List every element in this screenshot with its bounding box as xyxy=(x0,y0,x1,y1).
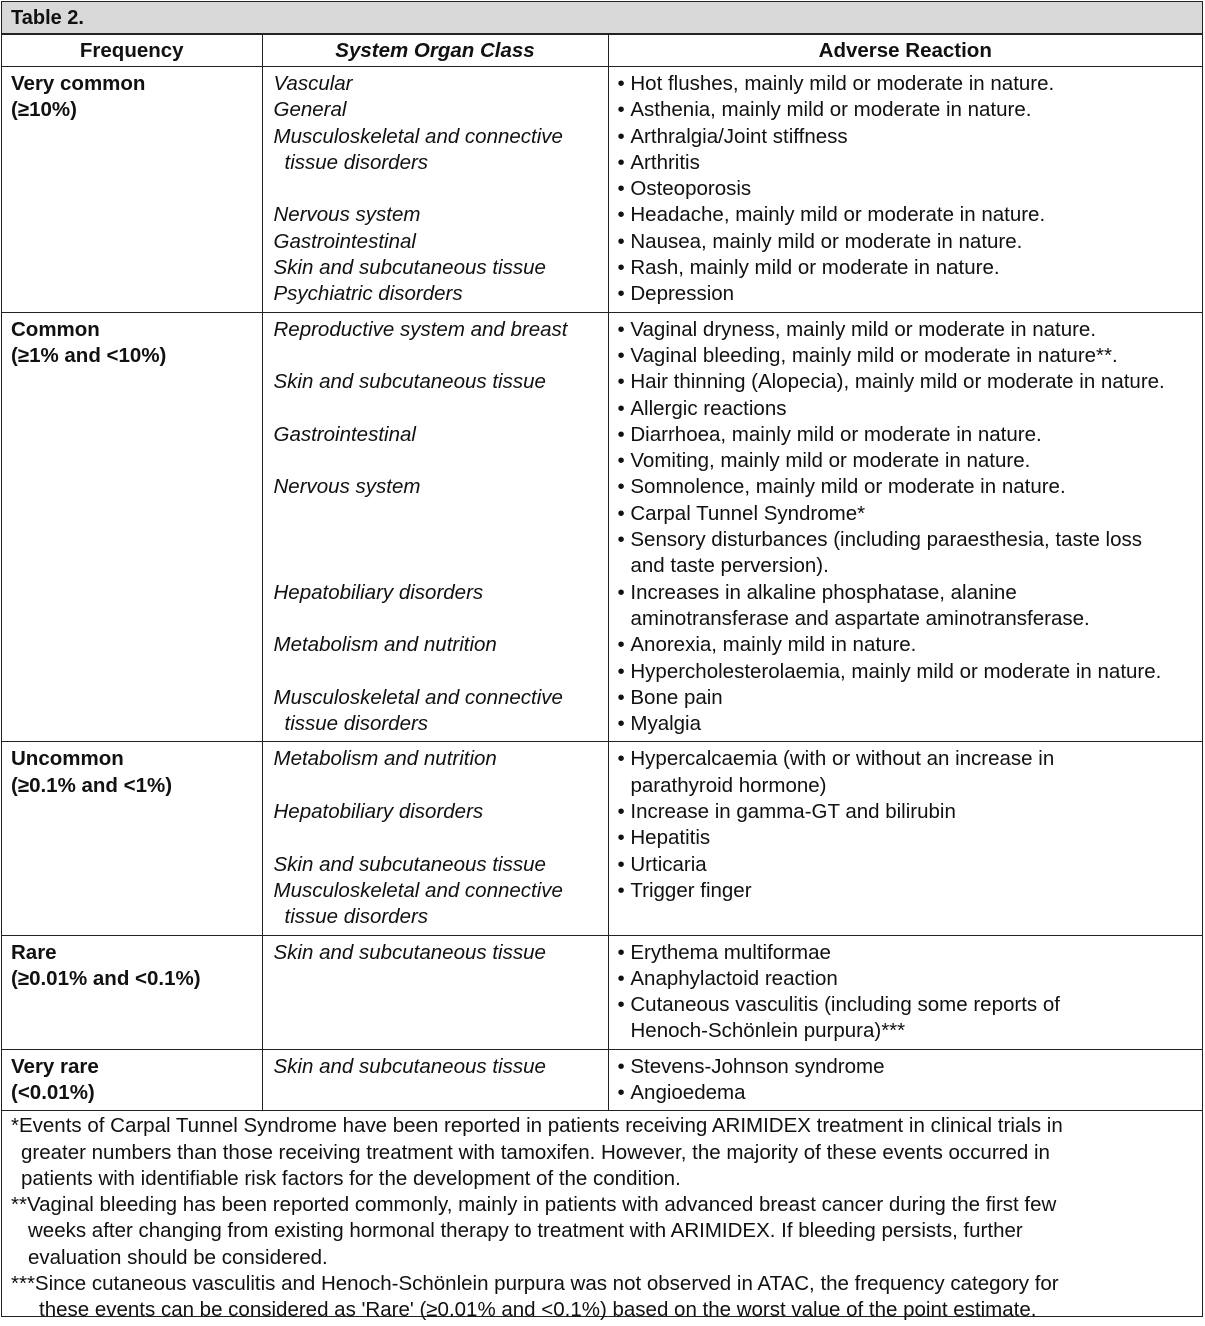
adverse-reaction-item: • Osteoporosis xyxy=(618,176,1203,202)
adverse-reaction-item: • Hypercholesterolaemia, mainly mild or moderate in nature. xyxy=(618,659,1203,685)
footnote-line: these events can be considered as 'Rare' (≥0.01% and <0.1%) based on the worst value of the point estimate. xyxy=(39,1298,1037,1322)
adverse-reaction-item: • Arthritis xyxy=(618,150,1203,176)
system-organ-class-line: Hepatobiliary disorders xyxy=(273,800,484,824)
system-organ-class-line xyxy=(274,176,608,202)
frequency-range: (≥1% and <10%) xyxy=(11,343,167,367)
system-organ-class-cell xyxy=(262,67,608,313)
footnote-line: greater numbers than those receiving treatment with tamoxifen. However, the majority of these events occurred in xyxy=(21,1140,1050,1164)
adverse-reaction-item: • Nausea, mainly mild or moderate in nature. xyxy=(618,229,1203,255)
adverse-reaction-item: Henoch-Schönlein purpura)*** xyxy=(630,1019,906,1043)
footnotes xyxy=(2,1111,1202,1325)
adverse-reaction-item: • Rash, mainly mild or moderate in nature. xyxy=(618,255,1203,281)
footnote-line: patients with identifiable risk factors for the development of the condition. xyxy=(21,1166,681,1190)
adverse-reaction-item: • Cutaneous vasculitis (including some reports of xyxy=(618,992,1203,1018)
system-organ-class-line xyxy=(274,825,608,851)
header-row xyxy=(2,35,1202,67)
adverse-reaction-item: parathyroid hormone) xyxy=(630,773,827,797)
adverse-reaction-item: • Arthralgia/Joint stiffness xyxy=(618,124,1203,150)
system-organ-class-line xyxy=(274,659,608,685)
table-row xyxy=(2,1049,1202,1111)
adverse-reactions-table xyxy=(2,34,1202,1111)
footnote xyxy=(11,1271,1202,1324)
adverse-reaction-item: • Increase in gamma-GT and bilirubin xyxy=(618,799,1203,825)
adverse-reaction-item: • Hot flushes, mainly mild or moderate in nature. xyxy=(618,71,1203,97)
adverse-reaction-item: • Allergic reactions xyxy=(618,396,1203,422)
frequency-name: Very common xyxy=(11,72,146,95)
adverse-reaction-item: • Anaphylactoid reaction xyxy=(618,966,1203,992)
frequency-cell xyxy=(2,312,262,742)
adverse-reaction-item: • Asthenia, mainly mild or moderate in nature. xyxy=(618,97,1203,123)
adverse-reaction-item: • Bone pain xyxy=(618,685,1203,711)
table-row xyxy=(2,67,1202,313)
system-organ-class-line: Hepatobiliary disorders xyxy=(273,580,484,604)
footnote-line: ***Since cutaneous vasculitis and Henoch-Schönlein purpura was not observed in ATAC, the frequency category for xyxy=(11,1272,1059,1296)
header-frequency: Frequency xyxy=(2,35,262,67)
adverse-reaction-item: • Vaginal dryness, mainly mild or moderate in nature. xyxy=(618,317,1203,343)
adverse-reaction-item: • Vaginal bleeding, mainly mild or moderate in nature**. xyxy=(618,343,1203,369)
frequency-range: (<0.01%) xyxy=(11,1080,95,1104)
table-frame xyxy=(1,1,1203,1322)
frequency-range: (≥10%) xyxy=(11,98,77,122)
adverse-reaction-item: • Carpal Tunnel Syndrome* xyxy=(618,501,1203,527)
adverse-reaction-cell xyxy=(608,67,1202,313)
system-organ-class-line: Skin and subcutaneous tissue xyxy=(273,370,546,394)
adverse-reaction-item: • Trigger finger xyxy=(618,878,1203,904)
system-organ-class-line: Skin and subcutaneous tissue xyxy=(273,940,546,964)
header-system-organ-class: System Organ Class xyxy=(262,35,608,67)
frequency-range: (≥0.1% and <1%) xyxy=(11,773,173,797)
system-organ-class-line xyxy=(274,396,608,422)
system-organ-class-line: Skin and subcutaneous tissue xyxy=(273,852,546,876)
system-organ-class-line xyxy=(274,343,608,369)
footnote-line: evaluation should be considered. xyxy=(28,1245,328,1269)
footnote xyxy=(11,1113,1202,1192)
system-organ-class-line: Gastrointestinal xyxy=(273,422,416,446)
adverse-reaction-cell xyxy=(608,742,1202,935)
system-organ-class-line xyxy=(274,773,608,799)
system-organ-class-line: Musculoskeletal and connective xyxy=(273,878,563,902)
table-row xyxy=(2,312,1202,742)
frequency-cell xyxy=(2,935,262,1049)
adverse-reaction-item: • Diarrhoea, mainly mild or moderate in nature. xyxy=(618,422,1203,448)
system-organ-class-line xyxy=(274,527,608,553)
adverse-reaction-item: • Erythema multiformae xyxy=(618,940,1203,966)
adverse-reaction-item: and taste perversion). xyxy=(630,554,829,578)
footnote xyxy=(11,1192,1202,1271)
system-organ-class-line: General xyxy=(273,98,347,122)
system-organ-class-line: Reproductive system and breast xyxy=(273,317,568,341)
system-organ-class-line: Gastrointestinal xyxy=(273,229,416,253)
system-organ-class-line: tissue disorders xyxy=(284,905,429,929)
frequency-name: Uncommon xyxy=(11,747,124,771)
system-organ-class-line: Metabolism and nutrition xyxy=(273,747,497,771)
table-title: Table 2. xyxy=(2,2,1202,34)
system-organ-class-line: Skin and subcutaneous tissue xyxy=(273,256,546,280)
table-row xyxy=(2,742,1202,935)
header-adverse-reaction: Adverse Reaction xyxy=(608,35,1202,67)
system-organ-class-line: Metabolism and nutrition xyxy=(273,633,497,657)
frequency-cell xyxy=(2,67,262,313)
footnote-line: **Vaginal bleeding has been reported commonly, mainly in patients with advanced breast cancer during the first few xyxy=(11,1193,1057,1217)
adverse-reaction-item: • Stevens-Johnson syndrome xyxy=(618,1054,1203,1080)
adverse-reaction-item: • Increases in alkaline phosphatase, alanine xyxy=(618,580,1203,606)
adverse-reaction-cell xyxy=(608,1049,1202,1111)
system-organ-class-line xyxy=(274,448,608,474)
system-organ-class-line: Nervous system xyxy=(273,203,421,227)
system-organ-class-line: Skin and subcutaneous tissue xyxy=(273,1054,546,1078)
adverse-reaction-item: aminotransferase and aspartate aminotransferase. xyxy=(630,606,1090,630)
adverse-reaction-item: • Urticaria xyxy=(618,852,1203,878)
system-organ-class-line xyxy=(274,553,608,579)
adverse-reaction-item: • Hepatitis xyxy=(618,825,1203,851)
frequency-range: (≥0.01% and <0.1%) xyxy=(11,966,201,990)
system-organ-class-line xyxy=(274,606,608,632)
frequency-name: Common xyxy=(11,317,100,341)
system-organ-class-line: Nervous system xyxy=(273,475,421,499)
system-organ-class-cell xyxy=(262,935,608,1049)
footnote-line: *Events of Carpal Tunnel Syndrome have been reported in patients receiving ARIMIDEX treatment in clinical trials in xyxy=(11,1114,1063,1138)
footnote-line: weeks after changing from existing hormonal therapy to treatment with ARIMIDEX. If bleeding persists, further xyxy=(28,1219,1023,1243)
system-organ-class-line: Musculoskeletal and connective xyxy=(273,124,563,148)
frequency-cell xyxy=(2,742,262,935)
system-organ-class-line: Psychiatric disorders xyxy=(273,282,463,306)
adverse-reaction-item: • Anorexia, mainly mild in nature. xyxy=(618,632,1203,658)
adverse-reaction-item: • Depression xyxy=(618,281,1203,307)
system-organ-class-line: tissue disorders xyxy=(284,150,429,174)
adverse-reaction-item: • Angioedema xyxy=(618,1080,1203,1106)
frequency-name: Rare xyxy=(11,940,57,964)
system-organ-class-line: Vascular xyxy=(273,72,353,95)
adverse-reaction-item: • Somnolence, mainly mild or moderate in nature. xyxy=(618,474,1203,500)
system-organ-class-line: tissue disorders xyxy=(284,712,429,736)
frequency-name: Very rare xyxy=(11,1054,99,1078)
adverse-reaction-item: • Headache, mainly mild or moderate in nature. xyxy=(618,202,1203,228)
adverse-reaction-cell xyxy=(608,312,1202,742)
system-organ-class-cell xyxy=(262,742,608,935)
adverse-reaction-item: • Myalgia xyxy=(618,711,1203,737)
adverse-reaction-cell xyxy=(608,935,1202,1049)
table-row xyxy=(2,935,1202,1049)
adverse-reaction-item: • Hypercalcaemia (with or without an increase in xyxy=(618,746,1203,772)
system-organ-class-line: Musculoskeletal and connective xyxy=(273,685,563,709)
adverse-reaction-item: • Hair thinning (Alopecia), mainly mild or moderate in nature. xyxy=(618,369,1203,395)
system-organ-class-cell xyxy=(262,312,608,742)
system-organ-class-line xyxy=(274,501,608,527)
frequency-cell xyxy=(2,1049,262,1111)
system-organ-class-cell xyxy=(262,1049,608,1111)
adverse-reaction-item: • Sensory disturbances (including paraesthesia, taste loss xyxy=(618,527,1203,553)
adverse-reaction-item: • Vomiting, mainly mild or moderate in nature. xyxy=(618,448,1203,474)
